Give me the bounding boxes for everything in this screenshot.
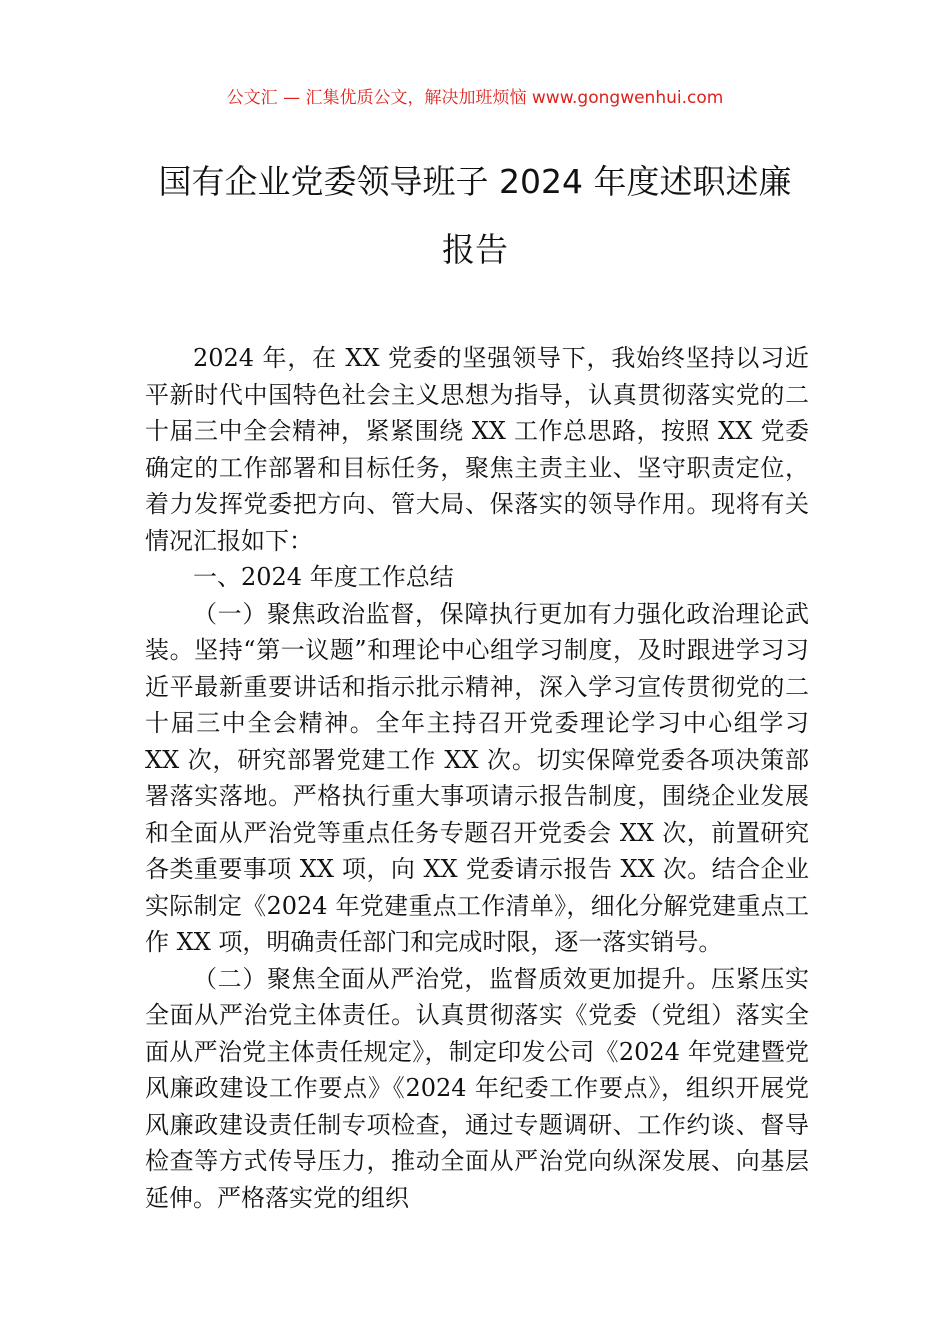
body-paragraph: （二）聚焦全面从严治党，监督质效更加提升。压紧压实全面从严治党主体责任。认真贯彻落实《党委（党组）落实全面从严治党主体责任规定》，制定印发公司《2024 年党建暨党风廉政建设工作要点》《2024 年纪委工作要点》，组织开展党风廉政建设责任制专项检查，通过专题调研、工作约谈、督导检查等方式传导压力，推动全面从严治党向纵深发展、向基层延伸。严格落实党的组织 (145, 964, 809, 1212)
body-paragraph: （一）聚焦政治监督，保障执行更加有力强化政治理论武装。坚持“第一议题”和理论中心组学习制度，及时跟进学习习近平最新重要讲话和指示批示精神，深入学习宣传贯彻党的二十届三中全会精神。全年主持召开党委理论学习中心组学习 XX 次，研究部署党建工作 XX 次。切实保障党委各项决策部署落实落地。严格执行重大事项请示报告制度，围绕企业发展和全面从严治党等重点任务专题召开党委会 XX 次，前置研究各类重要事项 XX 项，向 XX 党委请示报告 XX 次。结合企业实际制定《2024 年党建重点工作清单》，细化分解党建重点工作 XX 项，明确责任部门和完成时限，逐一落实销号。 (145, 599, 809, 956)
title-line-1: 国有企业党委领导班子 2024 年度述职述廉 (158, 162, 792, 201)
title-line-2: 报告 (442, 230, 508, 269)
section-heading: 一、2024 年度工作总结 (193, 563, 454, 591)
intro-paragraph: 2024 年，在 XX 党委的坚强领导下，我始终坚持以习近平新时代中国特色社会主义思想为指导，认真贯彻落实党的二十届三中全会精神，紧紧围绕 XX 工作总思路，按照 XX 党委确定的工作部署和目标任务，聚焦主责主业、坚守职责定位，着力发挥党委把方向、管大局、保落实的领导作用。现将有关情况汇报如下： (145, 344, 809, 555)
document-title (100, 148, 850, 284)
header-banner[interactable]: 公文汇 — 汇集优质公文，解决加班烦恼 www.gongwenhui.com (226, 88, 724, 108)
document-body (145, 340, 809, 1216)
